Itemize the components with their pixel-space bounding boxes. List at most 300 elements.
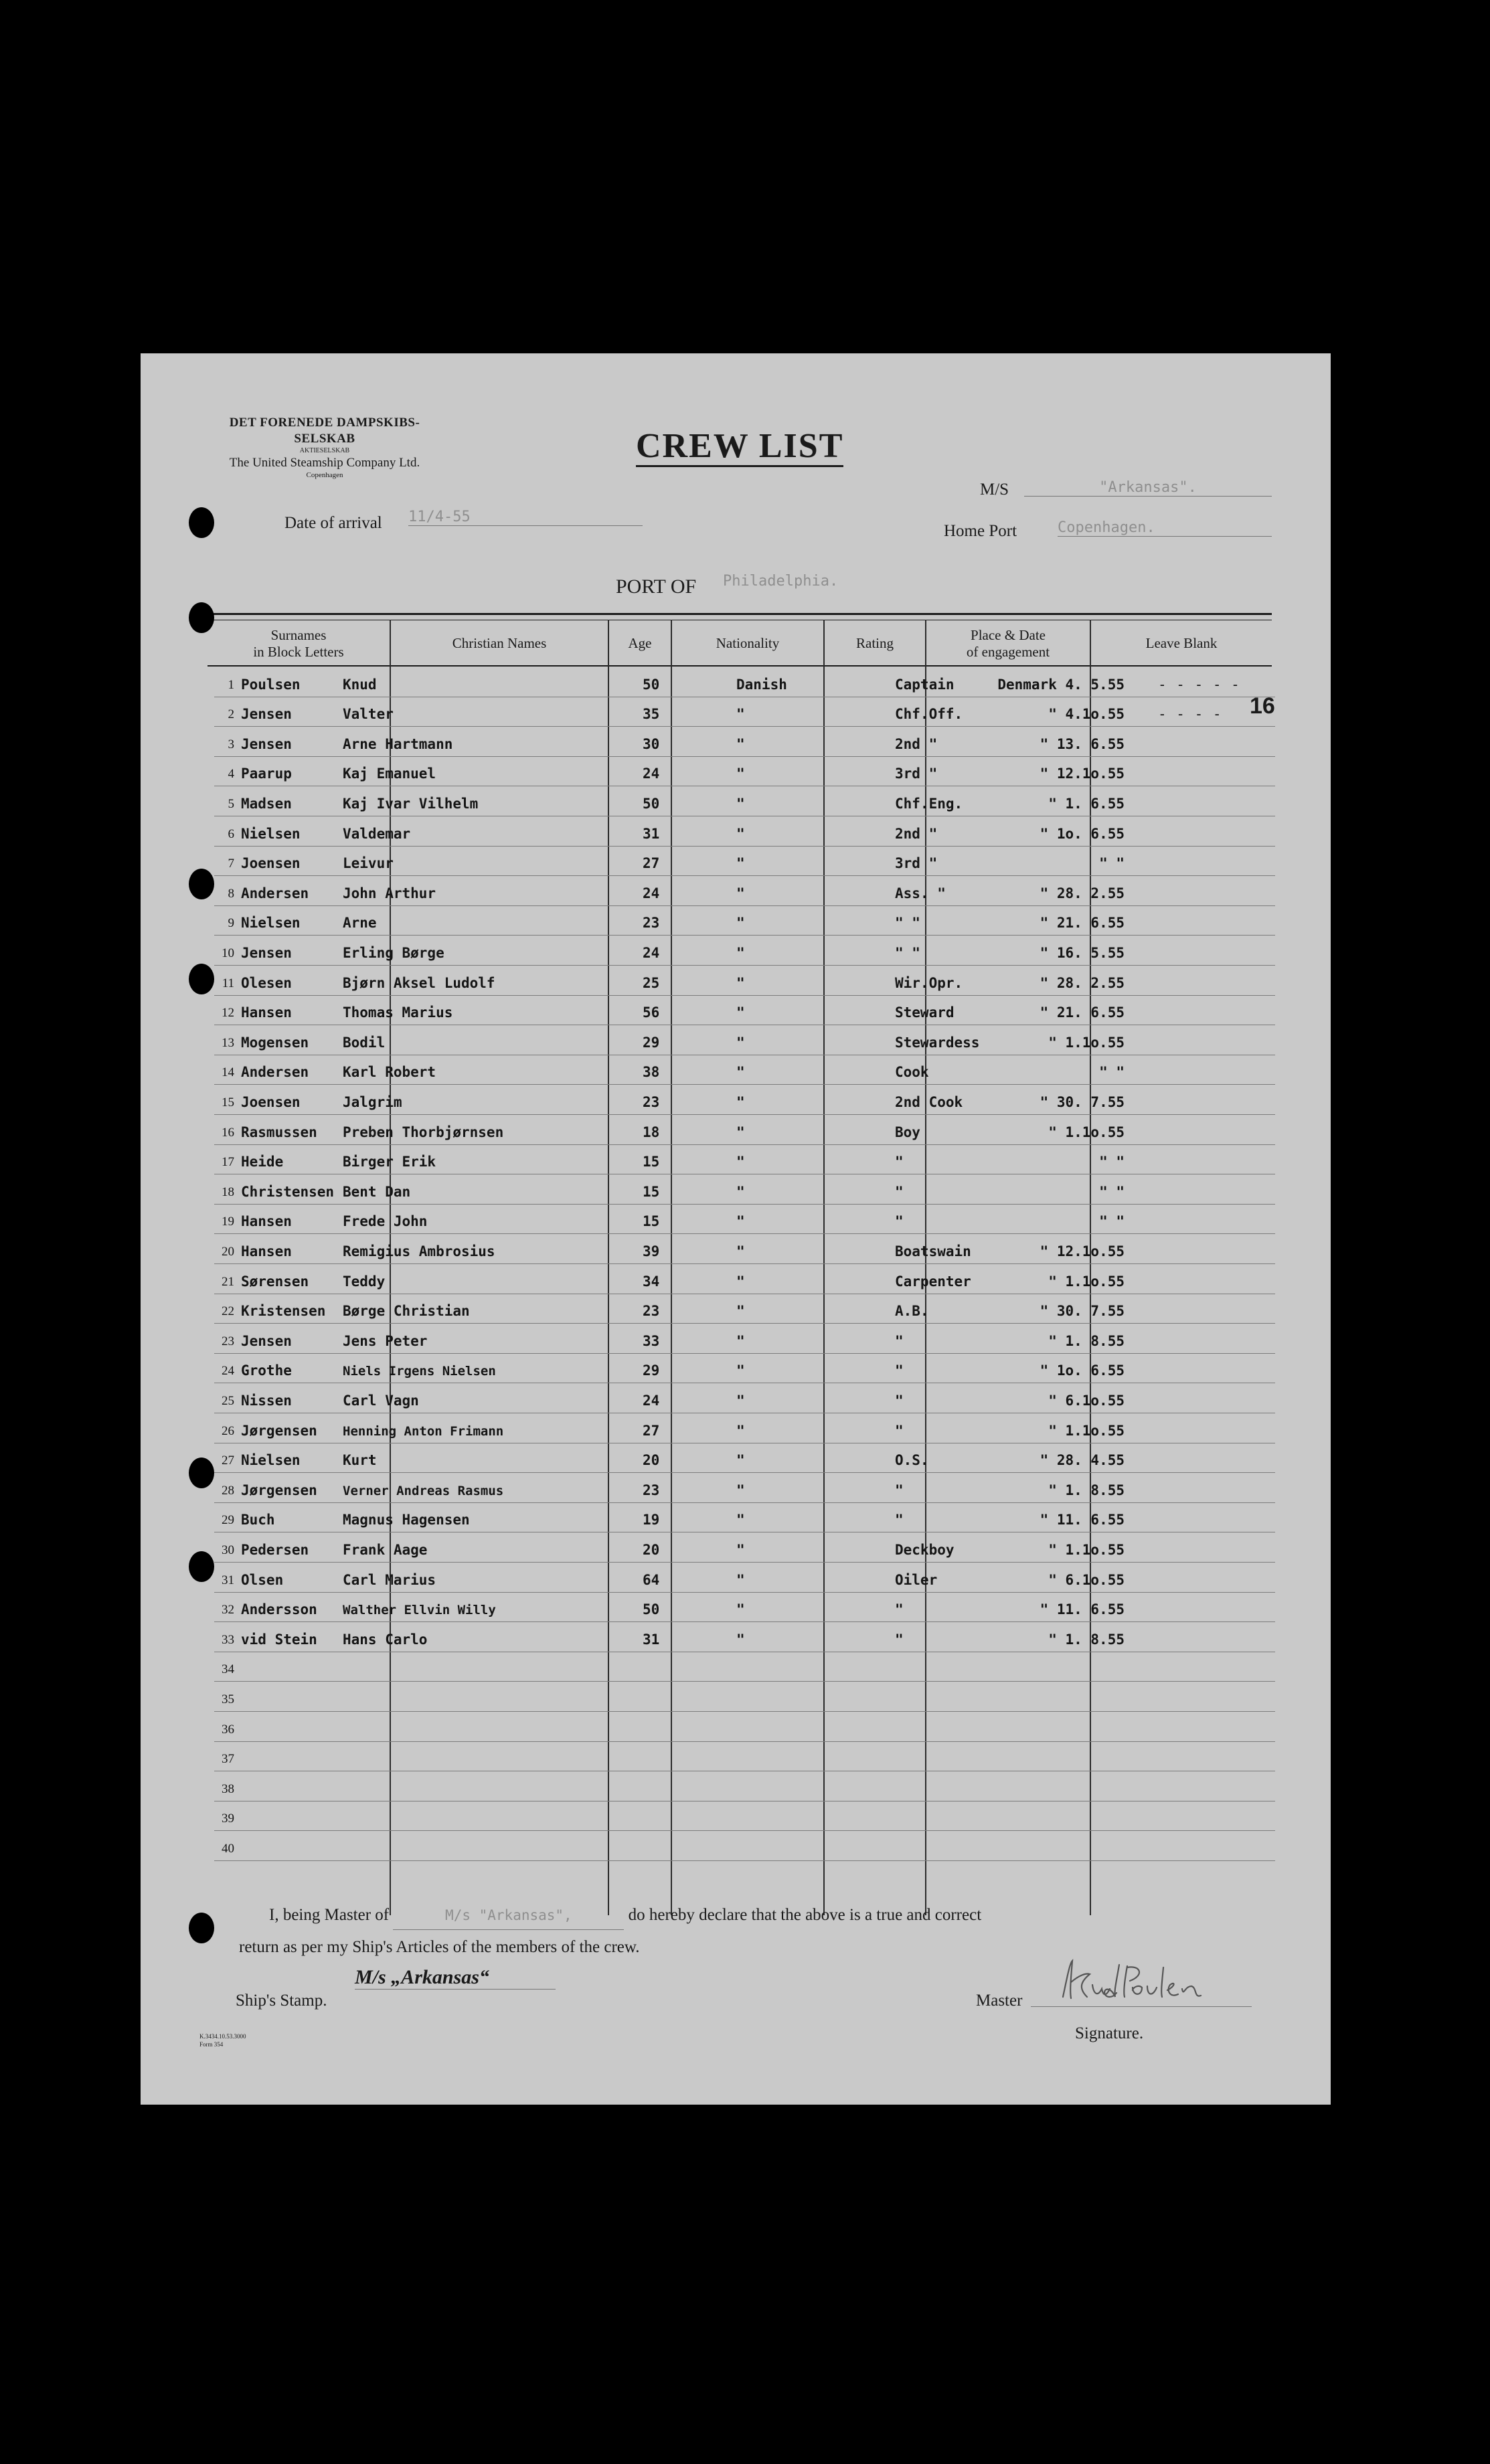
company-name-english: The United Steamship Company Ltd.	[229, 456, 420, 470]
age-cell: 29	[643, 1362, 660, 1379]
surname-cell: Kristensen	[241, 1303, 326, 1320]
table-row	[214, 1532, 1275, 1563]
christian-names-cell: Jalgrim	[343, 1093, 402, 1110]
age-cell: 29	[643, 1034, 660, 1051]
header-nationality: Nationality	[716, 635, 780, 652]
surname-cell: Buch	[241, 1512, 275, 1528]
surname-cell: Nielsen	[241, 825, 301, 842]
table-row	[214, 1830, 1275, 1861]
table-row	[214, 1443, 1275, 1474]
row-number: 18	[222, 1184, 234, 1199]
engagement-cell: " 12.1o.55	[1040, 1243, 1125, 1259]
age-cell: 35	[643, 706, 660, 723]
rating-cell: "	[895, 1512, 904, 1528]
table-row	[214, 1383, 1275, 1413]
nationality-cell: "	[736, 1541, 745, 1558]
engagement-cell: " 1. 8.55	[1048, 1482, 1125, 1498]
declaration-line2: return as per my Ship's Articles of the members of the crew.	[239, 1937, 640, 1956]
nationality-cell: "	[736, 1034, 745, 1051]
rating-cell: "	[895, 1422, 904, 1439]
age-cell: 38	[643, 1064, 660, 1081]
christian-names-cell: Jens Peter	[343, 1332, 428, 1349]
engagement-cell: " 30. 7.55	[1040, 1303, 1125, 1320]
age-cell: 20	[643, 1541, 660, 1558]
header-surnames: Surnames in Block Letters	[253, 626, 344, 660]
table-row	[214, 1562, 1275, 1593]
engagement-cell: " 4.1o.55	[1048, 706, 1125, 723]
rating-cell: "	[895, 1332, 904, 1349]
rating-cell: Captain	[895, 676, 955, 693]
age-cell: 50	[643, 795, 660, 812]
engagement-cell: " 1.1o.55	[1048, 1273, 1125, 1290]
table-row	[214, 1263, 1275, 1294]
christian-names-cell: Frank Aage	[343, 1541, 428, 1558]
christian-names-cell: Leivur	[343, 855, 394, 872]
table-row	[214, 1592, 1275, 1623]
leave-blank-cell: - - - - -	[1158, 676, 1240, 693]
row-number: 27	[222, 1454, 234, 1468]
engagement-cell: " "	[1099, 1183, 1125, 1200]
row-number: 34	[222, 1662, 234, 1677]
nationality-cell: "	[736, 974, 745, 991]
table-row	[214, 1174, 1275, 1205]
age-cell: 31	[643, 1631, 660, 1648]
engagement-cell: " 11. 6.55	[1040, 1601, 1125, 1618]
engagement-cell: " 21. 6.55	[1040, 915, 1125, 932]
rating-cell: Carpenter	[895, 1273, 971, 1290]
engagement-cell: " 1.1o.55	[1048, 1422, 1125, 1439]
table-top-rule	[208, 613, 1272, 615]
surname-cell: Grothe	[241, 1362, 292, 1379]
surname-cell: Christensen	[241, 1183, 335, 1200]
port-of-label: PORT OF	[616, 576, 697, 598]
row-number: 39	[222, 1812, 234, 1826]
engagement-cell: " 13. 6.55	[1040, 735, 1125, 752]
age-cell: 50	[643, 676, 660, 693]
nationality-cell: "	[736, 706, 745, 723]
ship-name: "Arkansas".	[1024, 479, 1272, 497]
christian-names-cell: Karl Robert	[343, 1064, 436, 1081]
crew-list-document	[141, 353, 1331, 2105]
rating-cell: 2nd "	[895, 825, 938, 842]
rating-cell: Steward	[895, 1004, 955, 1021]
surname-cell: Pedersen	[241, 1541, 309, 1558]
age-cell: 33	[643, 1332, 660, 1349]
rating-cell: 3rd "	[895, 766, 938, 782]
table-row	[214, 1353, 1275, 1384]
form-number: Form 354	[199, 2040, 224, 2048]
rating-cell: "	[895, 1631, 904, 1648]
row-number: 8	[228, 886, 234, 901]
engagement-cell: " 1. 8.55	[1048, 1631, 1125, 1648]
christian-names-cell: Valdemar	[343, 825, 411, 842]
rating-cell: "	[895, 1392, 904, 1409]
engagement-cell: " 16. 5.55	[1040, 944, 1125, 961]
row-number: 15	[222, 1095, 234, 1110]
christian-names-cell: Preben Thorbjørnsen	[343, 1124, 504, 1140]
christian-names-cell: Arne Hartmann	[343, 735, 453, 752]
row-number: 9	[228, 916, 234, 931]
christian-names-cell: Bent Dan	[343, 1183, 411, 1200]
row-number: 38	[222, 1781, 234, 1796]
engagement-cell: Denmark 4. 5.55	[997, 676, 1125, 693]
christian-names-cell: Kaj Emanuel	[343, 766, 436, 782]
table-row	[214, 667, 1275, 697]
nationality-cell: "	[736, 1124, 745, 1140]
row-number: 20	[222, 1244, 234, 1259]
table-row	[214, 1144, 1275, 1175]
table-row	[214, 875, 1275, 906]
row-number: 17	[222, 1155, 234, 1170]
nationality-cell: "	[736, 1004, 745, 1021]
age-cell: 24	[643, 885, 660, 901]
age-cell: 23	[643, 915, 660, 932]
row-number: 40	[222, 1841, 234, 1856]
table-row	[214, 1294, 1275, 1324]
punch-hole	[189, 602, 214, 633]
rating-cell: Boy	[895, 1124, 920, 1140]
row-number: 37	[222, 1752, 234, 1767]
table-row	[214, 726, 1275, 757]
master-signature	[1058, 1958, 1218, 2008]
surname-cell: Olesen	[241, 974, 292, 991]
table-row	[214, 816, 1275, 847]
surname-cell: Jensen	[241, 735, 292, 752]
surname-cell: Olsen	[241, 1571, 284, 1588]
surname-cell: vid Stein	[241, 1631, 317, 1648]
nationality-cell: "	[736, 1362, 745, 1379]
row-number: 21	[222, 1274, 234, 1289]
surname-cell: Jørgensen	[241, 1422, 317, 1439]
nationality-cell: "	[736, 1482, 745, 1498]
table-row	[214, 965, 1275, 996]
table-row	[214, 1413, 1275, 1443]
rating-cell: "	[895, 1213, 904, 1230]
rating-cell: Cook	[895, 1064, 929, 1081]
surname-cell: Paarup	[241, 766, 292, 782]
age-cell: 23	[643, 1482, 660, 1498]
signature-line	[1031, 2006, 1252, 2007]
engagement-cell: " 12.1o.55	[1040, 766, 1125, 782]
company-subtitle: AKTIESELSKAB	[299, 446, 350, 454]
table-row	[214, 756, 1275, 787]
age-cell: 23	[643, 1303, 660, 1320]
age-cell: 50	[643, 1601, 660, 1618]
christian-names-cell: Remigius Ambrosius	[343, 1243, 495, 1259]
surname-cell: Jensen	[241, 944, 292, 961]
date-of-arrival-label: Date of arrival	[284, 514, 382, 532]
engagement-cell: " 1.1o.55	[1048, 1124, 1125, 1140]
christian-names-cell: Thomas Marius	[343, 1004, 453, 1021]
punch-hole	[189, 507, 214, 538]
company-header	[214, 415, 435, 480]
table-row	[214, 1323, 1275, 1354]
christian-names-cell: Verner Andreas Rasmus	[343, 1483, 504, 1498]
surname-cell: Jørgensen	[241, 1482, 317, 1498]
christian-names-cell: Birger Erik	[343, 1154, 436, 1170]
nationality-cell: "	[736, 944, 745, 961]
nationality-cell: "	[736, 1183, 745, 1200]
table-row	[214, 1472, 1275, 1503]
rating-cell: 3rd "	[895, 855, 938, 872]
declaration-part1: I, being Master of	[269, 1906, 390, 1924]
rating-cell: " "	[895, 915, 920, 932]
row-number: 31	[222, 1573, 234, 1587]
declaration-ship: M/s "Arkansas",	[393, 1903, 624, 1930]
age-cell: 15	[643, 1213, 660, 1230]
rating-cell: "	[895, 1154, 904, 1170]
nationality-cell: "	[736, 1213, 745, 1230]
nationality-cell: Danish	[736, 676, 787, 693]
christian-names-cell: Bodil	[343, 1034, 386, 1051]
declaration-part2: do hereby declare that the above is a true and correct	[628, 1906, 982, 1924]
table-row	[214, 1502, 1275, 1533]
engagement-cell: " 11. 6.55	[1040, 1512, 1125, 1528]
age-cell: 30	[643, 735, 660, 752]
christian-names-cell: Niels Irgens Nielsen	[343, 1364, 496, 1379]
company-name-danish: DET FORENEDE DAMPSKIBS-SELSKAB	[229, 416, 420, 446]
rating-cell: "	[895, 1601, 904, 1618]
rating-cell: " "	[895, 944, 920, 961]
nationality-cell: "	[736, 735, 745, 752]
engagement-cell: " "	[1099, 1064, 1125, 1081]
christian-names-cell: Magnus Hagensen	[343, 1512, 470, 1528]
page-number: 16	[1250, 693, 1275, 719]
master-label: Master	[976, 1992, 1023, 2010]
surname-cell: Andersson	[241, 1601, 317, 1618]
nationality-cell: "	[736, 1601, 745, 1618]
row-number: 30	[222, 1543, 234, 1557]
nationality-cell: "	[736, 795, 745, 812]
document-title: CREW LIST	[636, 427, 843, 467]
form-reference	[199, 2033, 246, 2048]
engagement-cell: " 1.1o.55	[1048, 1034, 1125, 1051]
table-row	[214, 905, 1275, 936]
nationality-cell: "	[736, 1273, 745, 1290]
row-number: 13	[222, 1035, 234, 1050]
christian-names-cell: Frede John	[343, 1213, 428, 1230]
surname-cell: Madsen	[241, 795, 292, 812]
engagement-cell: " 28. 2.55	[1040, 974, 1125, 991]
nationality-cell: "	[736, 1064, 745, 1081]
nationality-cell: "	[736, 1452, 745, 1469]
surname-cell: Heide	[241, 1154, 284, 1170]
age-cell: 39	[643, 1243, 660, 1259]
surname-cell: Joensen	[241, 855, 301, 872]
row-number: 24	[222, 1364, 234, 1379]
row-number: 5	[228, 796, 234, 811]
rating-cell: "	[895, 1183, 904, 1200]
nationality-cell: "	[736, 1093, 745, 1110]
nationality-cell: "	[736, 825, 745, 842]
port-of-value: Philadelphia.	[723, 573, 839, 590]
rating-cell: Stewardess	[895, 1034, 980, 1051]
table-row	[214, 697, 1275, 727]
christian-names-cell: Arne	[343, 915, 377, 932]
header-christian-names: Christian Names	[452, 635, 547, 652]
engagement-cell: " 1. 8.55	[1048, 1332, 1125, 1349]
table-row	[214, 846, 1275, 877]
christian-names-cell: Erling Børge	[343, 944, 444, 961]
punch-hole	[189, 1458, 214, 1488]
header-age: Age	[628, 635, 652, 652]
row-number: 35	[222, 1692, 234, 1706]
table-row	[214, 1801, 1275, 1832]
form-print-code: K.3434.10.53.3000	[199, 2033, 246, 2040]
age-cell: 18	[643, 1124, 660, 1140]
surname-cell: Poulsen	[241, 676, 301, 693]
row-number: 28	[222, 1483, 234, 1498]
nationality-cell: "	[736, 1154, 745, 1170]
header-rating: Rating	[856, 635, 894, 652]
home-port-value: Copenhagen.	[1058, 519, 1272, 537]
surname-cell: Jensen	[241, 1332, 292, 1349]
age-cell: 24	[643, 1392, 660, 1409]
table-row	[214, 1681, 1275, 1712]
header-place-date: Place & Date of engagement	[966, 626, 1050, 660]
christian-names-cell: Carl Vagn	[343, 1392, 419, 1409]
table-row	[214, 1741, 1275, 1772]
surname-cell: Hansen	[241, 1243, 292, 1259]
engagement-cell: " 21. 6.55	[1040, 1004, 1125, 1021]
rating-cell: "	[895, 1482, 904, 1498]
nationality-cell: "	[736, 855, 745, 872]
nationality-cell: "	[736, 1631, 745, 1648]
table-row	[214, 995, 1275, 1026]
row-number: 14	[222, 1065, 234, 1080]
nationality-cell: "	[736, 1303, 745, 1320]
row-number: 11	[222, 976, 234, 990]
age-cell: 19	[643, 1512, 660, 1528]
rating-cell: O.S.	[895, 1452, 929, 1469]
surname-cell: Joensen	[241, 1093, 301, 1110]
surname-cell: Jensen	[241, 706, 292, 723]
engagement-cell: " "	[1099, 1154, 1125, 1170]
nationality-cell: "	[736, 1422, 745, 1439]
rating-cell: "	[895, 1362, 904, 1379]
punch-hole	[189, 1551, 214, 1582]
row-number: 32	[222, 1603, 234, 1617]
table-row	[214, 1233, 1275, 1264]
age-cell: 25	[643, 974, 660, 991]
surname-cell: Andersen	[241, 885, 309, 901]
row-number: 7	[228, 857, 234, 871]
engagement-cell: " 6.1o.55	[1048, 1392, 1125, 1409]
row-number: 23	[222, 1334, 234, 1348]
punch-hole	[189, 1913, 214, 1943]
rating-cell: Chf.Off.	[895, 706, 963, 723]
engagement-cell: " 28. 4.55	[1040, 1452, 1125, 1469]
row-number: 22	[222, 1304, 234, 1319]
surname-cell: Nielsen	[241, 1452, 301, 1469]
nationality-cell: "	[736, 1512, 745, 1528]
row-number: 12	[222, 1006, 234, 1021]
engagement-cell: " 1.1o.55	[1048, 1541, 1125, 1558]
punch-hole	[189, 869, 214, 899]
table-row	[214, 1652, 1275, 1682]
row-number: 4	[228, 767, 234, 782]
rating-cell: Deckboy	[895, 1541, 955, 1558]
christian-names-cell: Knud	[343, 676, 377, 693]
signature-label: Signature.	[1075, 2024, 1144, 2042]
row-number: 1	[228, 677, 234, 692]
christian-names-cell: Kurt	[343, 1452, 377, 1469]
engagement-cell: " "	[1099, 855, 1125, 872]
age-cell: 15	[643, 1183, 660, 1200]
christian-names-cell: Hans Carlo	[343, 1631, 428, 1648]
row-number: 10	[222, 946, 234, 960]
row-number: 3	[228, 737, 234, 752]
row-number: 33	[222, 1632, 234, 1647]
surname-cell: Hansen	[241, 1004, 292, 1021]
age-cell: 24	[643, 766, 660, 782]
nationality-cell: "	[736, 1392, 745, 1409]
age-cell: 31	[643, 825, 660, 842]
age-cell: 34	[643, 1273, 660, 1290]
age-cell: 15	[643, 1154, 660, 1170]
nationality-cell: "	[736, 766, 745, 782]
surname-cell: Andersen	[241, 1064, 309, 1081]
engagement-cell: " "	[1099, 1213, 1125, 1230]
ship-prefix: M/S	[980, 480, 1009, 499]
engagement-cell: " 6.1o.55	[1048, 1571, 1125, 1588]
age-cell: 20	[643, 1452, 660, 1469]
surname-cell: Hansen	[241, 1213, 292, 1230]
surname-cell: Sørensen	[241, 1273, 309, 1290]
home-port-label: Home Port	[944, 522, 1017, 540]
nationality-cell: "	[736, 915, 745, 932]
table-row	[214, 1055, 1275, 1085]
engagement-cell: " 1o. 6.55	[1040, 825, 1125, 842]
row-number: 2	[228, 707, 234, 722]
table-row	[214, 1114, 1275, 1145]
ships-stamp-value: M/s „Arkansas“	[355, 1966, 556, 1990]
table-row	[214, 1204, 1275, 1235]
header-leave-blank: Leave Blank	[1145, 635, 1218, 652]
rating-cell: Ass. "	[895, 885, 946, 901]
engagement-cell: " 1. 6.55	[1048, 795, 1125, 812]
rating-cell: A.B.	[895, 1303, 929, 1320]
leave-blank-cell: - - - -	[1158, 706, 1222, 723]
signature-graphic	[1058, 1958, 1218, 2005]
surname-cell: Nielsen	[241, 915, 301, 932]
christian-names-cell: Walther Ellvin Willy	[343, 1603, 496, 1618]
row-number: 36	[222, 1722, 234, 1737]
row-number: 16	[222, 1125, 234, 1140]
engagement-cell: " 28. 2.55	[1040, 885, 1125, 901]
surname-cell: Nissen	[241, 1392, 292, 1409]
ships-stamp-label: Ship's Stamp.	[236, 1992, 327, 2010]
christian-names-cell: Kaj Ivar Vilhelm	[343, 795, 479, 812]
christian-names-cell: Børge Christian	[343, 1303, 470, 1320]
christian-names-cell: Henning Anton Frimann	[343, 1423, 504, 1439]
row-number: 29	[222, 1513, 234, 1528]
rating-cell: Oiler	[895, 1571, 938, 1588]
rating-cell: Wir.Opr.	[895, 974, 963, 991]
engagement-cell: " 1o. 6.55	[1040, 1362, 1125, 1379]
table-row	[214, 935, 1275, 966]
nationality-cell: "	[736, 1571, 745, 1588]
row-number: 6	[228, 826, 234, 841]
age-cell: 64	[643, 1571, 660, 1588]
age-cell: 23	[643, 1093, 660, 1110]
row-number: 19	[222, 1215, 234, 1229]
christian-names-cell: John Arthur	[343, 885, 436, 901]
company-city: Copenhagen	[306, 470, 343, 479]
row-number: 26	[222, 1423, 234, 1438]
table-row	[214, 1025, 1275, 1055]
date-of-arrival-value: 11/4-55	[408, 509, 643, 526]
